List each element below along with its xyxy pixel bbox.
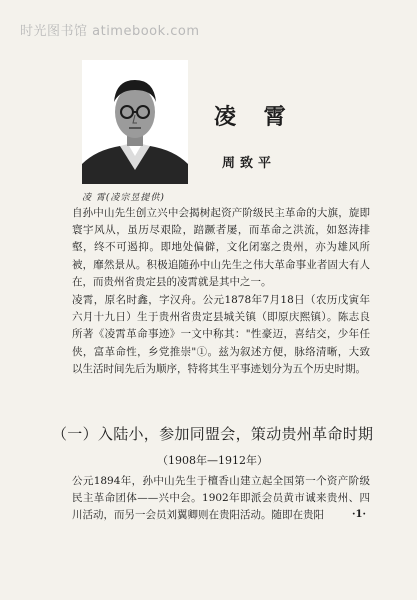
paragraph-3: 公元1894年，孙中山先生于檀香山建立起全国第一个资产阶级民主革命团体——兴中会。1902年即派会员黄市诚来贵州、四川活动，而另一会员刘翼卿则在贵阳活动。随即在贵阳 (72, 475, 370, 522)
watermark: 时光图书馆 atimebook.com (20, 24, 200, 39)
section-years: （1908年—1912年） (157, 454, 268, 467)
section-heading: （一）入陆小，参加同盟会，策动贵州革命时期 (52, 425, 374, 443)
paragraph-2: 凌霄，原名时鑫，字汉舟。公元1878年7月18日（农历戊寅年六月十九日）生于贵州省贵定县城关镇（即原庆熙镇）。陈志良所著《凌霄革命事迹》一文中称其："性豪迈，喜结交，少年任侠，富革命性，乡党推崇"①。兹为叙述方便，脉络清晰，大致以生活时间先后为顺序，特将其生平事迹划分为五个历史时期。 (72, 294, 370, 375)
portrait-photo (82, 60, 188, 184)
paragraph-1: 自孙中山先生创立兴中会揭树起资产阶级民主革命的大旗，旋即寰宇风从，虽历尽艰险，踣蹶者屡，而革命之洪流，如怒涛排壑，终不可遏抑。即地处偏僻，文化闭塞之贵州，亦为雄风所被，靡然景从。积极追随孙中山先生之伟大革命事业者固大有人在，而贵州省贵定县的凌霄就是其中之一。 (72, 207, 370, 288)
page-number: ·1· (352, 509, 366, 520)
article-author: 周致平 (222, 156, 277, 171)
photo-caption: 凌 霄(凌宗昱提供) (82, 193, 165, 203)
article-title: 凌 霄 (214, 104, 296, 130)
